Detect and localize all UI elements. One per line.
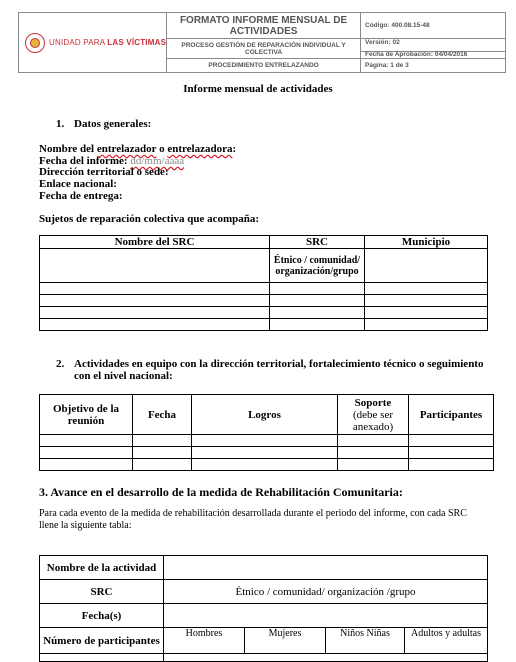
table-cell[interactable] — [40, 459, 133, 471]
col-mujeres: Mujeres — [245, 628, 326, 654]
logo-cell — [19, 13, 167, 73]
row-label-src: SRC — [40, 580, 164, 604]
col-fecha: Fecha — [133, 395, 192, 435]
table-cell[interactable] — [40, 283, 270, 295]
page-number: Página: 1 de 3 — [361, 59, 506, 73]
table-cell[interactable] — [365, 307, 488, 319]
table-cell[interactable] — [133, 447, 192, 459]
code-field: Código: 400.08.15-48 — [361, 13, 506, 39]
col-hombres: Hombres — [164, 628, 245, 654]
table-cell[interactable] — [270, 307, 365, 319]
table-cell[interactable] — [164, 604, 488, 628]
section-3-heading: 3. Avance en el desarrollo de la medida de Rehabilitación Comunitaria: — [39, 485, 403, 499]
row-label-actividad: Nombre de la actividad — [40, 556, 164, 580]
col-src: SRC — [270, 236, 365, 249]
rehabilitacion-table — [39, 555, 488, 662]
table-cell[interactable] — [40, 447, 133, 459]
table-cell[interactable] — [338, 435, 409, 447]
section-2-heading: Actividades en equipo con la dirección territorial, fortalecimiento técnico o seguimiento con el nivel nacional: — [74, 358, 484, 382]
logo-text: UNIDAD PARA LAS VÍCTIMAS — [49, 38, 167, 47]
table-cell[interactable] — [270, 283, 365, 295]
direccion-field-label: Dirección territorial o sede: — [39, 166, 169, 178]
table-cell[interactable] — [40, 295, 270, 307]
table-cell[interactable] — [338, 459, 409, 471]
table-cell[interactable] — [164, 654, 488, 662]
section-1-heading: Datos generales: — [74, 118, 152, 130]
nombre-field-label: Nombre del entrelazador o entrelazadora: — [39, 143, 237, 155]
table-cell[interactable] — [192, 435, 338, 447]
table-cell[interactable] — [365, 295, 488, 307]
table-cell[interactable] — [192, 447, 338, 459]
sujetos-label: Sujetos de reparación colectiva que acompaña: — [39, 213, 260, 225]
section-3-intro: Para cada evento de la medida de rehabilitación desarrollada durante el periodo del informe, con cada SRC llene la siguiente tabla: — [39, 508, 467, 531]
sujetos-table — [39, 235, 488, 331]
process-name: PROCESO GESTIÓN DE REPARACIÓN INDIVIDUAL Y COLECTIVA — [167, 39, 361, 59]
table-cell[interactable] — [40, 319, 270, 331]
col-soporte: Soporte (debe ser anexado) — [338, 395, 409, 435]
col-adultos: Adultos y adultas — [405, 628, 488, 654]
col-municipio: Municipio — [365, 236, 488, 249]
section-1-number: 1. — [56, 118, 65, 130]
row-label-fechas: Fecha(s) — [40, 604, 164, 628]
table-cell[interactable] — [365, 319, 488, 331]
fecha-entrega-field-label: Fecha de entrega: — [39, 190, 123, 202]
table-cell[interactable] — [40, 249, 270, 283]
document-title: Informe mensual de actividades — [183, 83, 333, 95]
table-cell[interactable] — [270, 319, 365, 331]
table-cell[interactable] — [133, 459, 192, 471]
table-cell[interactable] — [338, 447, 409, 459]
enlace-field-label: Enlace nacional: — [39, 178, 117, 190]
form-title: FORMATO INFORME MENSUAL DE ACTIVIDADES — [167, 13, 361, 39]
table-cell[interactable] — [270, 295, 365, 307]
col-ninos: Niños Niñas — [326, 628, 405, 654]
actividades-table — [39, 394, 494, 471]
table-cell[interactable] — [409, 447, 494, 459]
src-type-value: Étnico / comunidad/ organización /grupo — [164, 580, 488, 604]
table-cell[interactable] — [192, 459, 338, 471]
version-field: Versión: 02 Fecha de Aprobación: 04/04/2016 — [361, 39, 506, 59]
table-cell[interactable] — [409, 435, 494, 447]
col-nombre-src: Nombre del SRC — [40, 236, 270, 249]
src-type-subheader: Étnico / comunidad/ organización/grupo — [270, 249, 365, 283]
table-cell[interactable] — [365, 249, 488, 283]
section-2-number: 2. — [56, 358, 65, 370]
table-cell[interactable] — [164, 556, 488, 580]
table-cell[interactable] — [40, 435, 133, 447]
col-logros: Logros — [192, 395, 338, 435]
procedure-name: PROCEDIMIENTO ENTRELAZANDO — [167, 59, 361, 73]
table-cell[interactable] — [409, 459, 494, 471]
coat-of-arms-icon — [25, 33, 45, 53]
row-label-participantes: Número de participantes — [40, 628, 164, 654]
fecha-informe-field: Fecha del informe: dd/mm/aaaa — [39, 155, 185, 167]
table-cell[interactable] — [40, 654, 164, 662]
table-cell[interactable] — [133, 435, 192, 447]
document-header — [18, 12, 506, 73]
col-participantes: Participantes — [409, 395, 494, 435]
col-objetivo: Objetivo de la reunión — [40, 395, 133, 435]
table-cell[interactable] — [365, 283, 488, 295]
table-cell[interactable] — [40, 307, 270, 319]
